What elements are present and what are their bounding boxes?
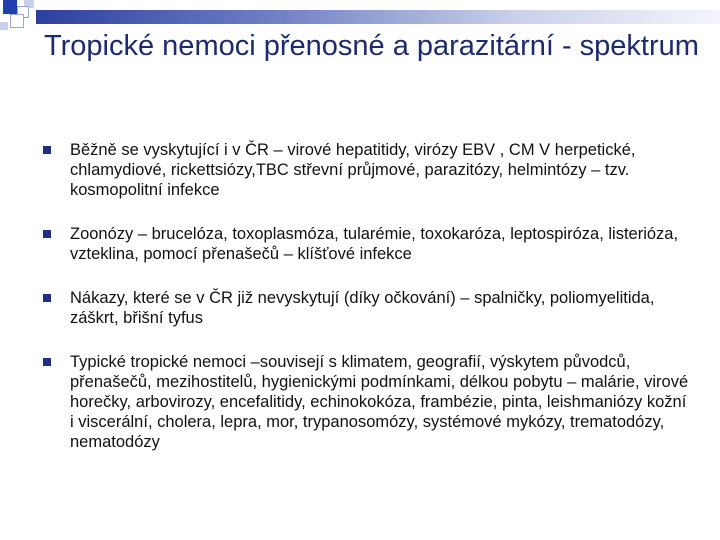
- bullet-list: [40, 140, 690, 452]
- square-bullet-icon: [43, 146, 51, 154]
- list-item-text: Typické tropické nemoci –souvisejí s klimatem, geografií, výskytem původců, přenašečů, mezihostitelů, hygienickými podmínkami, délkou pobytu – malárie, virové horečky, arbovirozy, encefalitidy, echinokokóza, frambézie, pinta, leishmaniózy kožní i viscerální, cholera, lepra, mor, trypanosomózy, systémové mykózy, trematodózy, nematodózy: [70, 353, 689, 451]
- slide-title: Tropické nemoci přenosné a parazitární - spektrum: [44, 30, 699, 62]
- corner-square: [10, 14, 24, 28]
- list-item: [40, 224, 690, 264]
- corner-square: [0, 22, 8, 30]
- square-bullet-icon: [43, 294, 51, 302]
- list-item: [40, 352, 690, 452]
- header-gradient-bar: [36, 10, 720, 24]
- list-item-text: Nákazy, které se v ČR již nevyskytují (díky očkování) – spalničky, poliomyelitida, záškrt, břišní tyfus: [70, 289, 655, 327]
- list-item: [40, 140, 690, 200]
- list-item: [40, 288, 690, 328]
- corner-square: [3, 0, 17, 14]
- square-bullet-icon: [43, 230, 51, 238]
- list-item-text: Běžně se vyskytující i v ČR – virové hepatitidy, virózy EBV , CM V herpetické, chlamydiové, rickettsiózy,TBC střevní průjmové, parazitózy, helmintózy – tzv. kosmopolitní infekce: [70, 141, 636, 199]
- list-item-text: Zoonózy – brucelóza, toxoplasmóza, tularémie, toxokaróza, leptospiróza, listerióza, vzteklina, pomocí přenašečů – klíšťové infekce: [70, 225, 679, 263]
- square-bullet-icon: [43, 358, 51, 366]
